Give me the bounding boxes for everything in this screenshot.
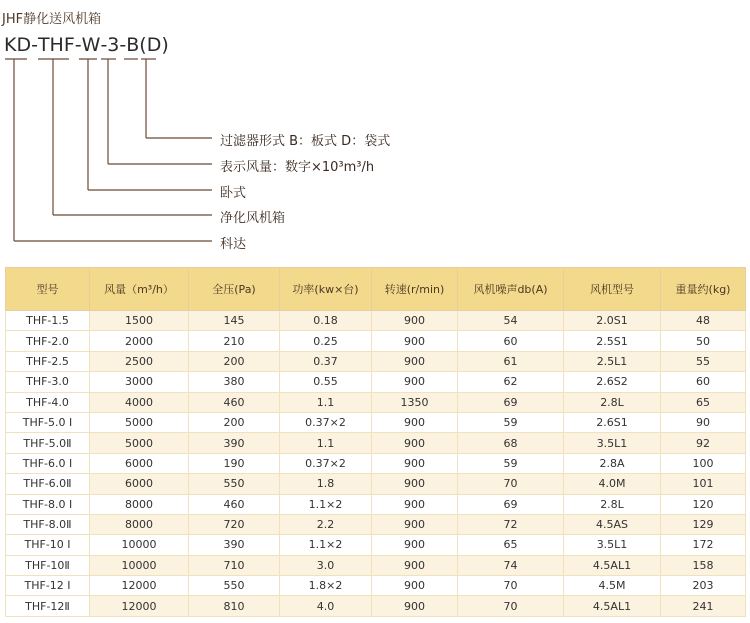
table-header-row [6, 268, 746, 311]
table-cell: 900 [372, 596, 458, 616]
table-cell: 4.0 [280, 596, 372, 616]
legend-clean-box: 净化风机箱 [220, 211, 286, 226]
table-cell: 68 [458, 433, 564, 453]
table-row [6, 392, 746, 412]
header-fan-model: 风机型号 [564, 268, 661, 311]
table-cell: 900 [372, 351, 458, 371]
table-cell: 900 [372, 555, 458, 575]
table-cell: THF-3.0 [6, 372, 90, 392]
table-cell: 0.37 [280, 351, 372, 371]
table-cell: 4.5AS [564, 514, 661, 534]
table-cell: 6000 [90, 474, 189, 494]
header-model: 型号 [6, 268, 90, 311]
table-cell: 10000 [90, 555, 189, 575]
table-cell: 2000 [90, 331, 189, 351]
table-cell: 900 [372, 494, 458, 514]
table-cell: 4.0M [564, 474, 661, 494]
table-cell: 101 [661, 474, 746, 494]
table-cell: 74 [458, 555, 564, 575]
table-row [6, 311, 746, 331]
table-row [6, 351, 746, 371]
table-cell: 2.6S1 [564, 412, 661, 432]
table-cell: 5000 [90, 412, 189, 432]
table-cell: 2.0S1 [564, 311, 661, 331]
table-cell: 900 [372, 331, 458, 351]
table-cell: 55 [661, 351, 746, 371]
table-cell: 5000 [90, 433, 189, 453]
table-cell: 810 [189, 596, 280, 616]
table-row [6, 596, 746, 616]
table-cell: THF-10 I [6, 535, 90, 555]
table-cell: 172 [661, 535, 746, 555]
table-cell: 200 [189, 351, 280, 371]
table-row [6, 555, 746, 575]
table-row [6, 576, 746, 596]
table-cell: 70 [458, 596, 564, 616]
table-cell: THF-2.5 [6, 351, 90, 371]
header-power: 功率(kw×台) [280, 268, 372, 311]
table-cell: 190 [189, 453, 280, 473]
table-cell: 2.5S1 [564, 331, 661, 351]
table-cell: 10000 [90, 535, 189, 555]
code-part-b: B [126, 34, 140, 56]
table-cell: 60 [458, 331, 564, 351]
table-cell: 100 [661, 453, 746, 473]
table-cell: 90 [661, 412, 746, 432]
legend-horizontal: 卧式 [220, 186, 247, 201]
table-cell: THF-4.0 [6, 392, 90, 412]
table-cell: 0.37×2 [280, 412, 372, 432]
table-cell: 1500 [90, 311, 189, 331]
table-cell: THF-2.0 [6, 331, 90, 351]
table-cell: 900 [372, 576, 458, 596]
code-dash: - [119, 34, 127, 56]
table-cell: 92 [661, 433, 746, 453]
table-cell: 60 [661, 372, 746, 392]
table-cell: 48 [661, 311, 746, 331]
table-row [6, 453, 746, 473]
table-cell: 8000 [90, 494, 189, 514]
table-cell: 3.0 [280, 555, 372, 575]
table-cell: 59 [458, 412, 564, 432]
table-cell: 0.18 [280, 311, 372, 331]
table-cell: 4000 [90, 392, 189, 412]
table-cell: 2.8L [564, 392, 661, 412]
table-cell: 3.5L1 [564, 535, 661, 555]
table-cell: 460 [189, 392, 280, 412]
table-row [6, 494, 746, 514]
table-cell: 4.5M [564, 576, 661, 596]
table-cell: 720 [189, 514, 280, 534]
table-cell: 62 [458, 372, 564, 392]
table-cell: 900 [372, 453, 458, 473]
table-cell: 3000 [90, 372, 189, 392]
legend-filter-type: 过滤器形式 B：板式 D：袋式 [220, 134, 391, 149]
table-cell: 203 [661, 576, 746, 596]
table-cell: 1.1 [280, 392, 372, 412]
table-cell: 4.5AL1 [564, 596, 661, 616]
code-part-w: W [81, 34, 101, 56]
header-noise: 风机噪声db(A) [458, 268, 564, 311]
table-cell: 390 [189, 433, 280, 453]
table-cell: 129 [661, 514, 746, 534]
table-cell: 900 [372, 514, 458, 534]
table-row [6, 514, 746, 534]
table-cell: 3.5L1 [564, 433, 661, 453]
table-row [6, 535, 746, 555]
table-cell: 210 [189, 331, 280, 351]
table-cell: 12000 [90, 596, 189, 616]
code-part-3: 3 [107, 34, 120, 56]
table-cell: 8000 [90, 514, 189, 534]
table-cell: 900 [372, 474, 458, 494]
table-cell: 158 [661, 555, 746, 575]
table-cell: 900 [372, 372, 458, 392]
table-cell: THF-8.0Ⅱ [6, 514, 90, 534]
table-cell: THF-5.0Ⅱ [6, 433, 90, 453]
table-row [6, 412, 746, 432]
table-cell: 900 [372, 535, 458, 555]
table-cell: THF-10Ⅱ [6, 555, 90, 575]
header-airflow: 风量（m³/h） [90, 268, 189, 311]
table-cell: 900 [372, 433, 458, 453]
table-cell: 2.5L1 [564, 351, 661, 371]
code-part-thf: THF [37, 34, 75, 56]
legend-airflow: 表示风量：数字×10³m³/h [220, 160, 375, 175]
table-cell: 69 [458, 392, 564, 412]
table-cell: 4.5AL1 [564, 555, 661, 575]
table-cell: 70 [458, 576, 564, 596]
table-cell: 145 [189, 311, 280, 331]
table-cell: 2.8L [564, 494, 661, 514]
code-part-kd: KD [4, 34, 32, 56]
table-cell: 72 [458, 514, 564, 534]
table-cell: 54 [458, 311, 564, 331]
table-cell: THF-6.0 I [6, 453, 90, 473]
table-cell: 550 [189, 576, 280, 596]
table-cell: 2.6S2 [564, 372, 661, 392]
table-cell: 0.37×2 [280, 453, 372, 473]
header-pressure: 全压(Pa) [189, 268, 280, 311]
table-cell: 65 [661, 392, 746, 412]
table-cell: 70 [458, 474, 564, 494]
table-cell: 12000 [90, 576, 189, 596]
table-cell: 59 [458, 453, 564, 473]
table-cell: 1.1 [280, 433, 372, 453]
code-part-d: (D) [139, 34, 169, 56]
table-cell: 65 [458, 535, 564, 555]
code-dash: - [100, 34, 108, 56]
table-row [6, 433, 746, 453]
header-weight: 重量约(kg) [661, 268, 746, 311]
table-row [6, 474, 746, 494]
table-cell: 2.2 [280, 514, 372, 534]
table-cell: 1.8 [280, 474, 372, 494]
table-cell: 0.25 [280, 331, 372, 351]
table-cell: 1.8×2 [280, 576, 372, 596]
table-cell: THF-6.0Ⅱ [6, 474, 90, 494]
table-cell: THF-5.0 I [6, 412, 90, 432]
table-cell: THF-8.0 I [6, 494, 90, 514]
table-row [6, 331, 746, 351]
table-cell: 550 [189, 474, 280, 494]
table-cell: 2.8A [564, 453, 661, 473]
table-cell: 1.1×2 [280, 494, 372, 514]
table-cell: 1.1×2 [280, 535, 372, 555]
page-title: JHF静化送风机箱 [2, 12, 102, 27]
spec-table [5, 267, 746, 617]
table-cell: 120 [661, 494, 746, 514]
table-cell: 2500 [90, 351, 189, 371]
table-cell: 390 [189, 535, 280, 555]
header-speed: 转速(r/min) [372, 268, 458, 311]
table-cell: 241 [661, 596, 746, 616]
table-cell: 69 [458, 494, 564, 514]
table-cell: 200 [189, 412, 280, 432]
table-cell: 61 [458, 351, 564, 371]
table-cell: 380 [189, 372, 280, 392]
code-dash: - [31, 34, 38, 56]
table-cell: 900 [372, 311, 458, 331]
table-cell: THF-12 I [6, 576, 90, 596]
table-cell: 6000 [90, 453, 189, 473]
table-cell: 710 [189, 555, 280, 575]
table-cell: 0.55 [280, 372, 372, 392]
table-cell: 50 [661, 331, 746, 351]
table-row [6, 372, 746, 392]
code-dash: - [74, 34, 82, 56]
table-cell: 1350 [372, 392, 458, 412]
table-cell: THF-12Ⅱ [6, 596, 90, 616]
legend-brand: 科达 [220, 237, 247, 252]
table-cell: 460 [189, 494, 280, 514]
table-cell: THF-1.5 [6, 311, 90, 331]
table-cell: 900 [372, 412, 458, 432]
